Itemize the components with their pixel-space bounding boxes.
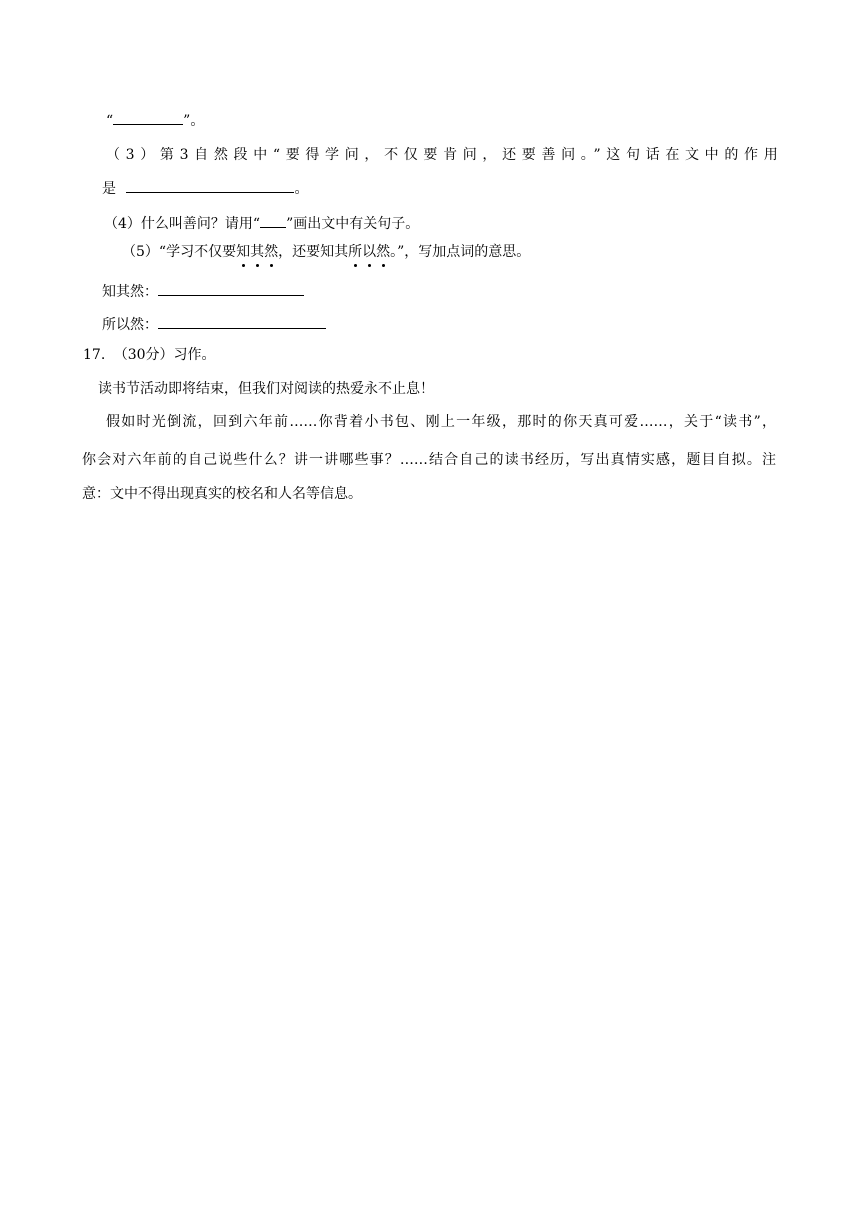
question-number: 17. [83, 347, 106, 363]
subquestion-3-is: 是 [102, 181, 116, 197]
dotted-char: 知 [236, 244, 251, 260]
question-17-prompt-line3 [82, 484, 362, 504]
answer-blank-line [106, 109, 204, 131]
suoyiran-blank[interactable] [158, 313, 326, 329]
subquestion-5-e: 。”，写加点词的意思。 [390, 244, 531, 260]
subquestion-4-pre: （4）什么叫善问？请用“ [104, 216, 261, 232]
subquestion-3-answer-line [102, 177, 308, 199]
intro-text: 读书节活动即将结束，但我们对阅读的热爱永不止息！ [98, 381, 434, 397]
dotted-char: 所 [348, 244, 363, 260]
prompt-text-line2: 你会对六年前的自己说些什么？讲一讲哪些事？……结合自己的读书经历，写出真情实感，题目自拟。注 [82, 452, 776, 468]
zhiqiran-blank[interactable] [158, 280, 304, 296]
question-17-title: （30分）习作。 [113, 347, 216, 363]
subquestion-4-blank[interactable] [260, 212, 286, 228]
subquestion-4 [104, 212, 419, 234]
suoyiran-line [102, 313, 326, 335]
open-quote: “ [106, 113, 114, 129]
subquestion-3 [106, 145, 778, 165]
question-17-heading [83, 345, 216, 365]
dotted-char: 然 [264, 244, 279, 260]
zhiqiran-line [102, 280, 304, 302]
subquestion-3-end: 。 [294, 181, 309, 197]
subquestion-5-a: （5）“学习不仅要 [122, 244, 237, 260]
subquestion-5 [122, 242, 530, 262]
dotted-char: 然 [376, 244, 391, 260]
suoyiran-label: 所以然： [102, 317, 158, 333]
question-17-prompt-line1 [106, 412, 776, 432]
subquestion-3-blank[interactable] [126, 177, 294, 193]
dotted-char: 以 [362, 244, 377, 260]
zhiqiran-label: 知其然： [102, 284, 158, 300]
answer-blank[interactable] [113, 109, 183, 125]
subquestion-3-text: （3）第3自然段中“要得学问，不仅要肯问，还要善问。”这句话在文中的作用 [106, 147, 778, 163]
question-17-intro [98, 379, 434, 399]
subquestion-4-post: ”画出文中有关句子。 [286, 216, 420, 232]
prompt-text-line3: 意：文中不得出现真实的校名和人名等信息。 [82, 486, 362, 502]
prompt-text-line1: 假如时光倒流，回到六年前……你背着小书包、刚上一年级，那时的你天真可爱……，关于“读书”， [106, 414, 776, 430]
dotted-char: 其 [250, 244, 265, 260]
question-17-prompt-line2 [82, 450, 776, 470]
close-quote: ”。 [183, 113, 205, 129]
subquestion-5-c: ，还要知其 [278, 244, 349, 260]
